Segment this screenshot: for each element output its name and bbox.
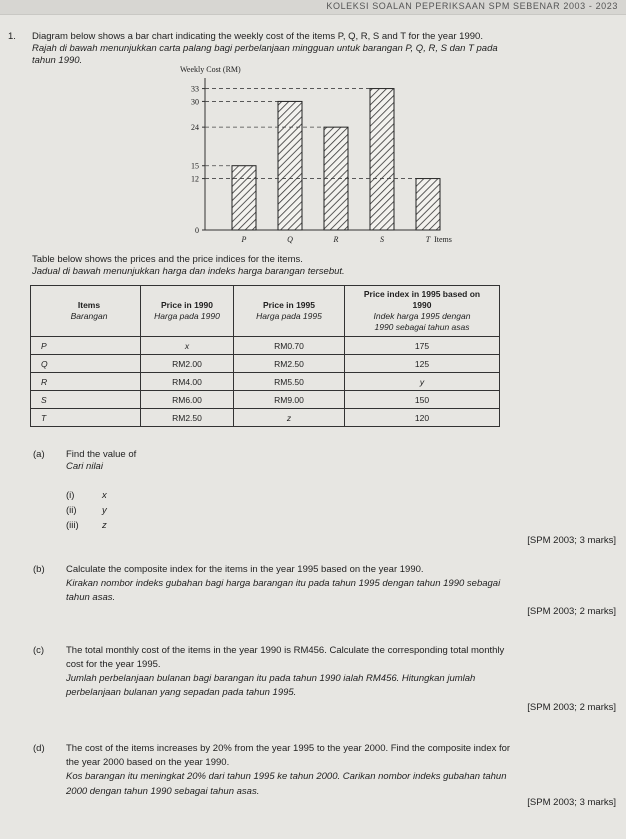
bar-chart xyxy=(160,60,460,250)
bar-t xyxy=(416,179,440,230)
y-tick-label: 15 xyxy=(191,161,199,171)
y-tick-label: 33 xyxy=(191,84,199,94)
intro-en: Diagram below shows a bar chart indicating the weekly cost of the items P, Q, R, S and T for the year 1990. xyxy=(32,31,483,42)
part-d-ms-2: 2000 dengan tahun 1990 sebagai tahun asas. xyxy=(66,786,260,797)
header-price-index: Price index in 1995 based on 1990 Indek harga 1995 dengan 1990 sebagai tahun asas xyxy=(345,286,500,337)
cell-item: Q xyxy=(31,355,141,373)
part-b-en: Calculate the composite index for the items in the year 1995 based on the year 1990. xyxy=(66,564,424,575)
cell-index: 150 xyxy=(345,391,500,409)
cell-price-1990: RM2.50 xyxy=(141,409,234,427)
cell-item: S xyxy=(31,391,141,409)
part-c-ms-1: Jumlah perbelanjaan bulanan bagi barangan itu pada tahun 1990 ialah RM456. Hitungkan jumlah xyxy=(66,673,476,684)
cell-index: 175 xyxy=(345,337,500,355)
y-tick-label: 24 xyxy=(191,123,199,133)
table-row xyxy=(31,337,500,355)
part-a-ms: Cari nilai xyxy=(66,461,103,472)
part-d-marks: [SPM 2003; 3 marks] xyxy=(527,797,616,808)
y-tick-label: 30 xyxy=(191,97,199,107)
part-c-en-1: The total monthly cost of the items in the year 1990 is RM456. Calculate the corresponding total monthly xyxy=(66,645,505,656)
bar-q xyxy=(278,101,302,230)
x-tick-label: Q xyxy=(287,235,293,244)
x-tick-label: P xyxy=(241,235,247,244)
part-a-marks: [SPM 2003; 3 marks] xyxy=(527,535,616,546)
part-d-en-1: The cost of the items increases by 20% from the year 1995 to the year 2000. Find the composite index for xyxy=(66,743,511,754)
cell-item: P xyxy=(31,337,141,355)
table-intro-en: Table below shows the prices and the price indices for the items. xyxy=(32,254,303,265)
part-a-iii-var: z xyxy=(102,520,107,531)
cell-price-1990: RM4.00 xyxy=(141,373,234,391)
part-a-label: (a) xyxy=(33,449,45,460)
part-b-label: (b) xyxy=(33,564,45,575)
intro-ms-1: Rajah di bawah menunjukkan carta palang bagi perbelanjaan mingguan untuk barangan P, Q, R, S dan T pada xyxy=(32,43,498,54)
part-a-ii-label: (ii) xyxy=(66,505,77,516)
part-c-label: (c) xyxy=(33,645,45,656)
header-price-1990: Price in 1990 Harga pada 1990 xyxy=(141,286,234,337)
x-tick-label: R xyxy=(333,235,339,244)
part-d-ms-1: Kos barangan itu meningkat 20% dari tahun 1995 ke tahun 2000. Carikan nombor indeks gubahan tahun xyxy=(66,771,507,782)
page-header xyxy=(0,0,626,15)
cell-price-1995: RM9.00 xyxy=(234,391,345,409)
part-b-ms-1: Kirakan nombor indeks gubahan bagi harga barangan itu pada tahun 1995 dengan tahun 1990 sebagai xyxy=(66,578,501,589)
part-a-i-var: x xyxy=(102,490,107,501)
table-row xyxy=(31,355,500,373)
part-a-i-label: (i) xyxy=(66,490,75,501)
bar-p xyxy=(232,166,256,230)
cell-price-1995: RM0.70 xyxy=(234,337,345,355)
y-tick-label: 12 xyxy=(191,174,199,184)
header-price-1995: Price in 1995 Harga pada 1995 xyxy=(234,286,345,337)
part-a-iii-label: (iii) xyxy=(66,520,79,531)
part-a-ii-var: y xyxy=(102,505,107,516)
table-intro-ms: Jadual di bawah menunjukkan harga dan indeks harga barangan tersebut. xyxy=(32,266,345,277)
bar-s xyxy=(370,89,394,230)
cell-index: y xyxy=(345,373,500,391)
part-b-marks: [SPM 2003; 2 marks] xyxy=(527,606,616,617)
cell-price-1995: z xyxy=(234,409,345,427)
cell-price-1995: RM2.50 xyxy=(234,355,345,373)
cell-index: 125 xyxy=(345,355,500,373)
header-title: KOLEKSI SOALAN PEPERIKSAAN SPM SEBENAR 2003 - 2023 xyxy=(326,1,618,11)
cell-price-1995: RM5.50 xyxy=(234,373,345,391)
part-c-marks: [SPM 2003; 2 marks] xyxy=(527,702,616,713)
y-tick-label: 0 xyxy=(195,226,199,235)
cell-item: T xyxy=(31,409,141,427)
table-row xyxy=(31,391,500,409)
table-row xyxy=(31,409,500,427)
chart-title: Weekly Cost (RM) xyxy=(180,65,241,74)
x-tick-label: T xyxy=(425,235,431,244)
x-tick-label: S xyxy=(380,235,384,244)
part-d-en-2: the year 2000 based on the year 1990. xyxy=(66,757,230,768)
cell-index: 120 xyxy=(345,409,500,427)
table-header-row xyxy=(31,286,500,337)
part-a-en: Find the value of xyxy=(66,449,137,460)
cell-price-1990: RM6.00 xyxy=(141,391,234,409)
part-d-label: (d) xyxy=(33,743,45,754)
question-number: 1. xyxy=(8,31,16,42)
cell-price-1990: RM2.00 xyxy=(141,355,234,373)
cell-item: R xyxy=(31,373,141,391)
intro-ms-2: tahun 1990. xyxy=(32,55,83,66)
table-row xyxy=(31,373,500,391)
cell-price-1990: x xyxy=(141,337,234,355)
part-c-ms-2: perbelanjaan bulanan yang sepadan pada tahun 1995. xyxy=(66,687,297,698)
price-index-table xyxy=(30,285,500,427)
header-items: Items Barangan xyxy=(31,286,141,337)
part-b-ms-2: tahun asas. xyxy=(66,592,116,603)
x-axis-label: Items xyxy=(434,235,452,244)
part-c-en-2: cost for the year 1995. xyxy=(66,659,161,670)
